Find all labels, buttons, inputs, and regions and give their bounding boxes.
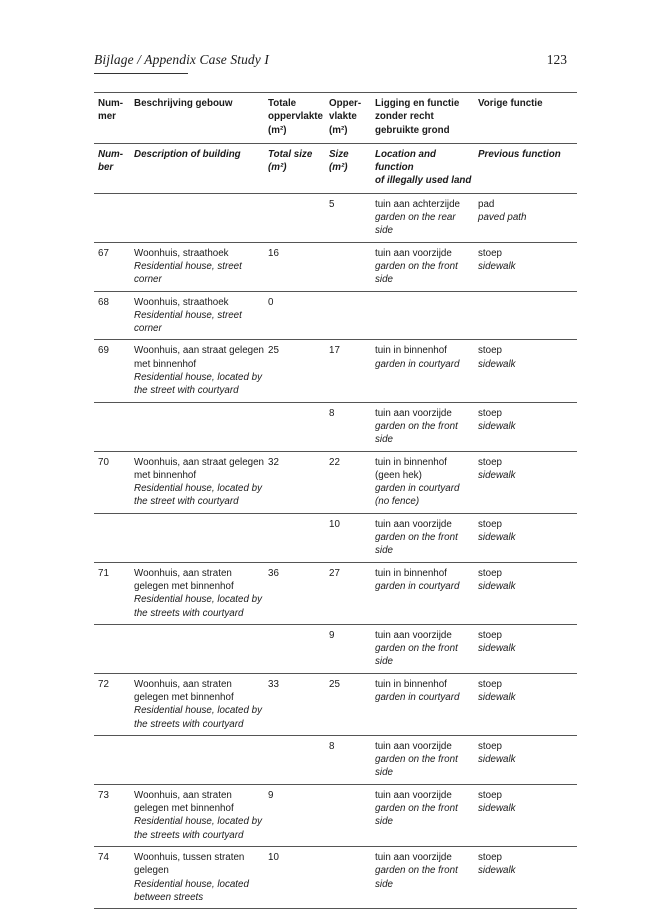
cell-previous-function-text: pad — [478, 198, 495, 210]
header-totale-oppervlakte: Totale oppervlakte (m²) — [268, 98, 323, 136]
cell-previous-function — [474, 402, 577, 451]
cell-previous-function-english: sidewalk — [478, 580, 516, 592]
english-header-row — [94, 143, 577, 193]
table-row — [94, 784, 577, 846]
cell-location — [371, 193, 474, 242]
cell-previous-function-text: stoep — [478, 518, 502, 530]
cell-location — [371, 624, 474, 673]
header-total-size: Total size (m²) — [268, 148, 313, 174]
cell-location — [371, 513, 474, 562]
cell-total-size-text: 16 — [268, 247, 279, 259]
cell-size — [325, 451, 371, 513]
cell-location — [371, 673, 474, 735]
cell-previous-function-text: stoep — [478, 456, 502, 468]
cell-previous-function — [474, 624, 577, 673]
cell-location-text: tuin aan voorzijde — [375, 407, 452, 419]
header-ligging: Ligging en functie zonder recht gebruikte grond — [375, 98, 460, 136]
cell-size-text: 25 — [329, 678, 340, 690]
cell-location-text: tuin in binnenhof — [375, 345, 447, 357]
cell-location — [371, 340, 474, 402]
cell-description — [130, 624, 264, 673]
cell-description-text: Woonhuis, straathoek — [134, 296, 229, 308]
cell-total-size-text: 0 — [268, 296, 274, 308]
cell-total-size — [264, 784, 325, 846]
cell-previous-function-text: stoep — [478, 740, 502, 752]
cell-size — [325, 624, 371, 673]
cell-description-text: Woonhuis, aan straten gelegen met binnenhof — [134, 678, 234, 703]
cell-description-english: Residential house, street corner — [134, 260, 242, 286]
cell-previous-function — [474, 673, 577, 735]
cell-previous-function-english: sidewalk — [478, 691, 516, 703]
cell-number-text: 67 — [98, 247, 109, 259]
appendix-table — [94, 92, 577, 909]
cell-number-text: 73 — [98, 789, 109, 801]
cell-previous-function — [474, 513, 577, 562]
cell-total-size — [264, 673, 325, 735]
cell-size — [325, 673, 371, 735]
cell-size-text: 8 — [329, 740, 335, 752]
cell-description — [130, 242, 264, 291]
cell-number-text: 69 — [98, 345, 109, 357]
cell-number — [94, 624, 130, 673]
cell-location — [371, 562, 474, 624]
cell-previous-function-english: sidewalk — [478, 260, 516, 272]
cell-description — [130, 291, 264, 340]
cell-description — [130, 340, 264, 402]
cell-location-english: garden in courtyard — [375, 580, 460, 592]
cell-previous-function-text: stoep — [478, 567, 502, 579]
cell-previous-function — [474, 242, 577, 291]
cell-number-text: 74 — [98, 851, 109, 863]
table-body — [94, 193, 577, 908]
header-number: Num- ber — [98, 148, 124, 174]
cell-total-size — [264, 735, 325, 784]
cell-description-english: Residential house, located by the street with courtyard — [134, 372, 262, 397]
cell-number — [94, 846, 130, 908]
cell-location-text: tuin aan voorzijde — [375, 740, 452, 752]
cell-location-text: tuin aan achterzijde — [375, 198, 460, 210]
cell-description — [130, 193, 264, 242]
cell-previous-function — [474, 846, 577, 908]
cell-total-size — [264, 451, 325, 513]
cell-description-text: Woonhuis, aan straat gelegen met binnenhof — [134, 345, 264, 370]
cell-description — [130, 846, 264, 908]
cell-number — [94, 340, 130, 402]
cell-previous-function-english: sidewalk — [478, 754, 516, 766]
cell-previous-function-english: sidewalk — [478, 532, 516, 544]
page-number: 123 — [546, 52, 567, 67]
cell-number — [94, 242, 130, 291]
cell-total-size — [264, 562, 325, 624]
cell-location-english: garden in courtyard — [375, 358, 460, 370]
running-head: Bijlage / Appendix Case Study I — [94, 52, 269, 67]
cell-description-english: Residential house, street corner — [134, 309, 242, 335]
cell-location-text: tuin aan voorzijde — [375, 789, 452, 801]
cell-previous-function-text: stoep — [478, 407, 502, 419]
cell-number-text: 71 — [98, 567, 109, 579]
cell-location-english: garden on the front side — [375, 865, 458, 890]
table-row — [94, 562, 577, 624]
cell-previous-function-english: sidewalk — [478, 420, 516, 432]
cell-size — [325, 340, 371, 402]
cell-total-size — [264, 340, 325, 402]
cell-previous-function-english: paved path — [478, 212, 527, 224]
cell-size — [325, 784, 371, 846]
cell-location-text: tuin in binnenhof (geen hek) — [375, 456, 447, 481]
cell-location-text: tuin in binnenhof — [375, 567, 447, 579]
header-nummer: Num- mer — [98, 98, 124, 123]
cell-location — [371, 291, 474, 340]
cell-description — [130, 451, 264, 513]
cell-description-text: Woonhuis, tussen straten gelegen — [134, 851, 245, 877]
cell-total-size — [264, 402, 325, 451]
cell-total-size — [264, 513, 325, 562]
cell-previous-function-text: stoep — [478, 678, 502, 690]
cell-total-size-text: 10 — [268, 851, 279, 863]
cell-previous-function-text: stoep — [478, 629, 502, 641]
cell-previous-function — [474, 784, 577, 846]
cell-size — [325, 562, 371, 624]
cell-previous-function-english: sidewalk — [478, 803, 516, 815]
header-vorige-functie: Vorige functie — [478, 98, 543, 109]
cell-total-size-text: 33 — [268, 678, 279, 690]
cell-number — [94, 562, 130, 624]
cell-previous-function-text: stoep — [478, 851, 502, 863]
cell-location-english: garden on the front side — [375, 420, 458, 446]
header-oppervlakte: Opper- vlakte (m²) — [329, 98, 362, 136]
cell-location — [371, 846, 474, 908]
cell-description-text: Woonhuis, aan straat gelegen met binnenhof — [134, 456, 264, 481]
cell-number-text: 70 — [98, 456, 109, 468]
cell-number — [94, 784, 130, 846]
cell-location-text: tuin aan voorzijde — [375, 629, 452, 641]
cell-location-english: garden in courtyard (no fence) — [375, 483, 460, 508]
cell-description — [130, 513, 264, 562]
cell-location-english: garden on the rear side — [375, 212, 456, 237]
table-row — [94, 513, 577, 562]
cell-location — [371, 735, 474, 784]
cell-previous-function — [474, 291, 577, 340]
cell-size-text: 5 — [329, 198, 335, 210]
cell-size — [325, 402, 371, 451]
cell-total-size — [264, 242, 325, 291]
cell-description-text: Woonhuis, aan straten gelegen met binnenhof — [134, 567, 234, 592]
table-row — [94, 242, 577, 291]
cell-description-english: Residential house, located by the streets with courtyard — [134, 705, 262, 730]
cell-size — [325, 735, 371, 784]
cell-number — [94, 673, 130, 735]
cell-previous-function-text: stoep — [478, 789, 502, 801]
cell-size — [325, 513, 371, 562]
cell-previous-function — [474, 340, 577, 402]
cell-description-text: Woonhuis, straathoek — [134, 247, 229, 259]
cell-number — [94, 291, 130, 340]
table-row — [94, 340, 577, 402]
header-rule — [94, 73, 188, 74]
cell-description — [130, 562, 264, 624]
header-description: Description of building — [134, 148, 241, 160]
cell-previous-function — [474, 451, 577, 513]
header-previous-function: Previous function — [478, 148, 561, 160]
cell-description — [130, 784, 264, 846]
cell-size — [325, 846, 371, 908]
cell-location-english: garden on the front side — [375, 532, 458, 557]
table-row — [94, 673, 577, 735]
cell-previous-function-english: sidewalk — [478, 643, 516, 655]
cell-total-size — [264, 193, 325, 242]
cell-total-size-text: 25 — [268, 345, 279, 357]
cell-location-english: garden on the front side — [375, 643, 458, 668]
cell-size-text: 9 — [329, 629, 335, 641]
cell-size-text: 22 — [329, 456, 340, 468]
table-row — [94, 451, 577, 513]
cell-description — [130, 673, 264, 735]
cell-size-text: 17 — [329, 345, 340, 357]
cell-total-size — [264, 846, 325, 908]
dutch-header-row — [94, 93, 577, 144]
cell-location-english: garden on the front side — [375, 803, 458, 828]
cell-location-english: garden on the front side — [375, 260, 458, 286]
cell-previous-function-english: sidewalk — [478, 358, 516, 370]
cell-size-text: 27 — [329, 567, 340, 579]
cell-total-size-text: 36 — [268, 567, 279, 579]
cell-previous-function — [474, 193, 577, 242]
cell-size — [325, 242, 371, 291]
cell-number — [94, 193, 130, 242]
cell-number — [94, 402, 130, 451]
cell-description-english: Residential house, located by the street with courtyard — [134, 483, 262, 508]
cell-description — [130, 402, 264, 451]
cell-description — [130, 735, 264, 784]
cell-location — [371, 451, 474, 513]
cell-previous-function-english: sidewalk — [478, 865, 516, 877]
cell-description-english: Residential house, located between streets — [134, 878, 249, 903]
table-row — [94, 291, 577, 340]
cell-location-english: garden on the front side — [375, 754, 458, 779]
cell-location-text: tuin aan voorzijde — [375, 247, 452, 259]
cell-number — [94, 451, 130, 513]
table-row — [94, 193, 577, 242]
cell-size — [325, 193, 371, 242]
cell-description-english: Residential house, located by the streets with courtyard — [134, 816, 262, 841]
table-row — [94, 402, 577, 451]
header-beschrijving: Beschrijving gebouw — [134, 98, 233, 109]
cell-previous-function — [474, 562, 577, 624]
cell-location — [371, 784, 474, 846]
cell-total-size — [264, 291, 325, 340]
cell-total-size-text: 9 — [268, 789, 274, 801]
cell-number — [94, 513, 130, 562]
cell-description-text: Woonhuis, aan straten gelegen met binnenhof — [134, 789, 234, 815]
cell-location-text: tuin in binnenhof — [375, 678, 447, 690]
cell-location — [371, 242, 474, 291]
cell-number — [94, 735, 130, 784]
cell-number-text: 72 — [98, 678, 109, 690]
cell-location-text: tuin aan voorzijde — [375, 518, 452, 530]
cell-location — [371, 402, 474, 451]
table-row — [94, 624, 577, 673]
header-size: Size (m²) — [329, 148, 349, 174]
table-row — [94, 846, 577, 908]
table-row — [94, 735, 577, 784]
cell-previous-function-text: stoep — [478, 345, 502, 357]
cell-previous-function — [474, 735, 577, 784]
cell-total-size — [264, 624, 325, 673]
cell-description-english: Residential house, located by the streets with courtyard — [134, 594, 262, 619]
cell-total-size-text: 32 — [268, 456, 279, 468]
cell-size — [325, 291, 371, 340]
cell-previous-function-text: stoep — [478, 247, 502, 259]
cell-number-text: 68 — [98, 296, 109, 308]
cell-location-text: tuin aan voorzijde — [375, 851, 452, 863]
cell-previous-function-english: sidewalk — [478, 469, 516, 481]
cell-size-text: 10 — [329, 518, 340, 530]
cell-size-text: 8 — [329, 407, 335, 419]
cell-location-english: garden in courtyard — [375, 691, 460, 703]
header-location: Location and function of illegally used land — [375, 148, 472, 187]
